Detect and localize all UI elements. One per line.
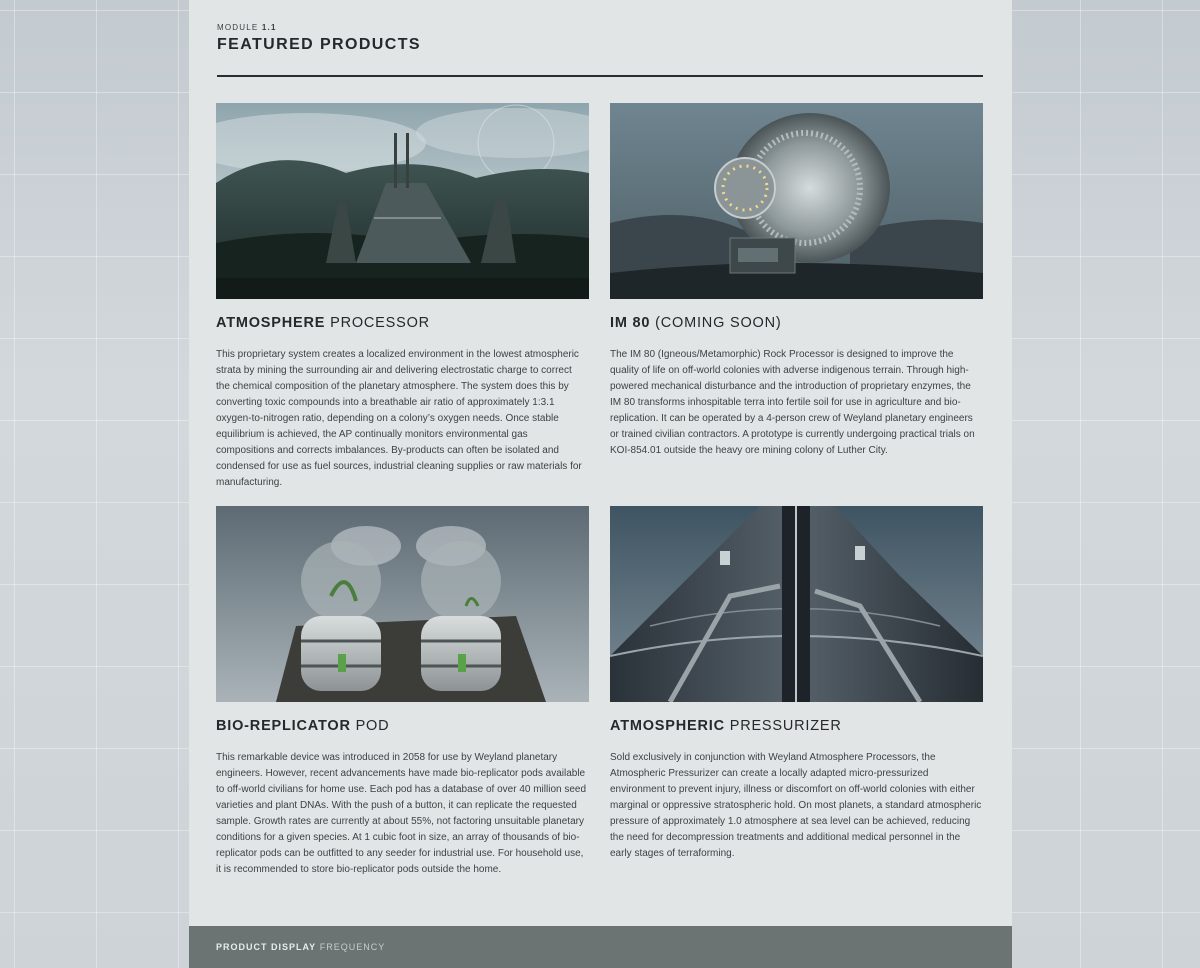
product-title-rest: (COMING SOON) (655, 315, 782, 331)
product-description: This proprietary system creates a localized environment in the lowest atmospheric strata by mining the surrounding air and delivering electrostatic charge to correct the chemical composition of the planetary atmosphere. The system does this by converting toxic compounds into a breathable air ratio of approximately 1:3.1 oxygen-to-nitrogen ratio, depending on a colony’s oxygen needs. Once stable equilibrium is achieved, the AP continually monitors environmental gas compositions and corrects imbalances. By-products can often be isolated and condensed for use as fuel sources, industrial cleaning supplies or raw materials for manufacturing. (216, 349, 582, 488)
product-description: This remarkable device was introduced in 2058 for use by Weyland planetary engineers. However, recent advancements have made bio-replicator pods available to off-world civilians for home use. Each pod has a database of over 40 million seed varieties and plant DNAs. With the push of a button, it can replicate the requested sample. Growth rates are currently at about 55%, not factoring unsuitable planetary conditions for a given species. At 1 cubic foot in size, an array of thousands of bio-replicator pods can be outfitted to any seeder for industrial use. For household use, it is recommended to store bio-replicator pods outside the home. (216, 752, 587, 875)
product-title (216, 718, 589, 736)
product-description: Sold exclusively in conjunction with Weyland Atmosphere Processors, the Atmospheric Pressurizer can create a locally adapted micro-pressurized environment to prevent injury, illness or discomfort on off-world colonies with either marginal or oppressive stratospheric hold. On most planets, a standard atmospheric pressure of approximately 1.0 atmosphere at sea level can be achieved, reducing the need for decompression treatments and additional medical personnel in the early stages of terraforming. (610, 752, 982, 859)
product-title-strong: BIO-REPLICATOR (216, 718, 351, 734)
product-title-rest: POD (355, 718, 390, 734)
product-card-atmospheric-pressurizer (610, 506, 983, 862)
product-description: The IM 80 (Igneous/Metamorphic) Rock Processor is designed to improve the quality of life on off-world colonies with adverse indigenous terrain. Through high-powered mechanical disturbance and the introduction of proprietary enzymes, the IM 80 transforms inhospitable terra into fertile soil for use in agriculture and bio-replication. It can be operated by a 4-person crew of Weyland planetary engineers or trained civilian contractors. A prototype is currently undergoing practical trials on KOI-854.01 outside the heavy ore mining colony of Luther City. (610, 349, 975, 456)
atmospheric-pressurizer-image[interactable] (610, 506, 983, 702)
module-number: 1.1 (261, 23, 277, 32)
product-title (610, 315, 983, 333)
product-card-im80 (610, 103, 983, 459)
product-title-rest: PRESSURIZER (729, 718, 842, 734)
module-prefix: MODULE (217, 23, 259, 32)
product-card-bio-replicator-pod (216, 506, 589, 878)
footer-bar (189, 926, 1012, 968)
product-title-strong: ATMOSPHERIC (610, 718, 725, 734)
bio-replicator-pod-image[interactable] (216, 506, 589, 702)
footer-label-strong: PRODUCT DISPLAY (216, 942, 317, 952)
product-title-rest: PROCESSOR (330, 315, 430, 331)
product-card-atmosphere-processor (216, 103, 589, 491)
content-panel (189, 0, 1012, 968)
title-divider (217, 75, 983, 77)
atmosphere-processor-image[interactable] (216, 103, 589, 299)
im80-rock-processor-image[interactable] (610, 103, 983, 299)
product-title (610, 718, 983, 736)
page-title: FEATURED PRODUCTS (217, 36, 421, 53)
product-title-strong: ATMOSPHERE (216, 315, 326, 331)
footer-label (216, 942, 385, 952)
footer-label-light: FREQUENCY (319, 942, 386, 952)
module-label (217, 23, 277, 32)
product-title (216, 315, 589, 333)
product-title-strong: IM 80 (610, 315, 651, 331)
